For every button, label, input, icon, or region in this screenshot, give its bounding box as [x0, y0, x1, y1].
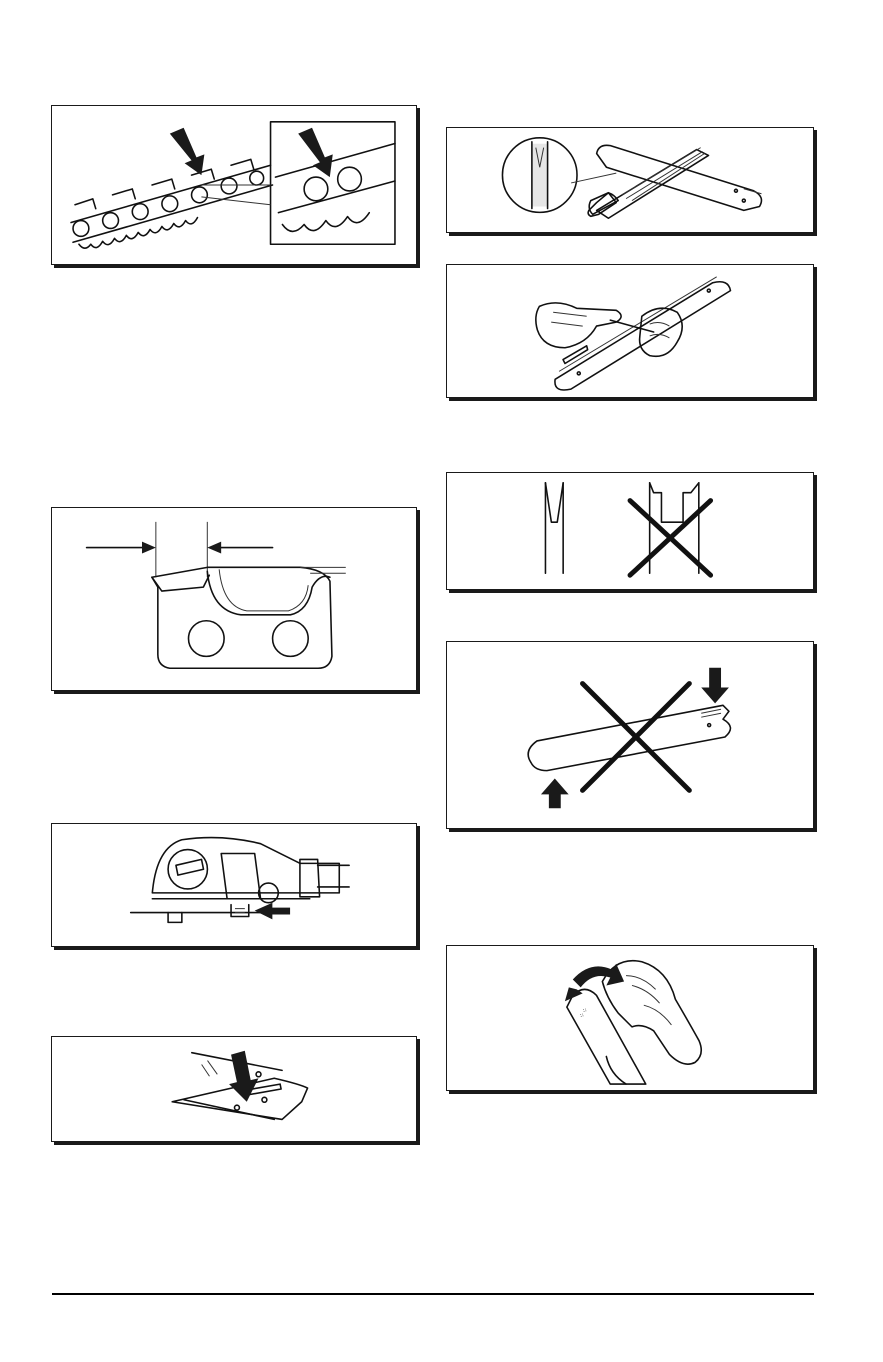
chain-links [73, 171, 264, 236]
groove-profile-ok [545, 483, 563, 573]
saw-body [131, 838, 349, 923]
svg-text:⁘⁘: ⁘⁘ [578, 1006, 591, 1020]
arrow-up-icon [541, 779, 569, 809]
arrow-down-icon [170, 128, 205, 175]
chain-drive-link-illustration [52, 106, 416, 264]
arrow-down-icon [701, 668, 729, 704]
cross-icon [583, 684, 690, 791]
groove-detail-magnifier [502, 138, 577, 213]
bar-groove-file-illustration [447, 128, 813, 232]
figure-chain-tensioner [51, 823, 417, 947]
dimension-arrows [87, 542, 273, 554]
figure-cutter-measurement [51, 507, 417, 691]
bar-turning-illustration [447, 946, 813, 1090]
figure-bar-turning [446, 945, 814, 1091]
guide-bar [597, 145, 762, 210]
cutter-tooth [152, 567, 346, 668]
figure-bar-oil-hole [51, 1036, 417, 1142]
bar-rail-filing-illustration [447, 265, 813, 397]
left-hand [536, 303, 621, 348]
figure-bar-groove-file [446, 127, 814, 233]
inset-chain-link [275, 144, 394, 232]
guide-bar [555, 277, 731, 390]
bar-groove-profile-illustration [447, 473, 813, 589]
cutter-measurement-illustration [52, 508, 416, 690]
bar-oil-hole-illustration [52, 1037, 416, 1141]
guide-bar [567, 989, 646, 1084]
rotate-arrow-icon [565, 964, 624, 1001]
bar-bent-check-illustration [447, 642, 813, 828]
figure-chain-drive-link [51, 105, 417, 265]
figure-bar-bent-check [446, 641, 814, 829]
guide-bar [528, 705, 730, 770]
footer-rule [52, 1293, 814, 1295]
arrow-left-icon [255, 903, 290, 920]
figure-bar-groove-profile [446, 472, 814, 590]
chain-tensioner-illustration [52, 824, 416, 946]
figure-bar-rail-filing [446, 264, 814, 398]
